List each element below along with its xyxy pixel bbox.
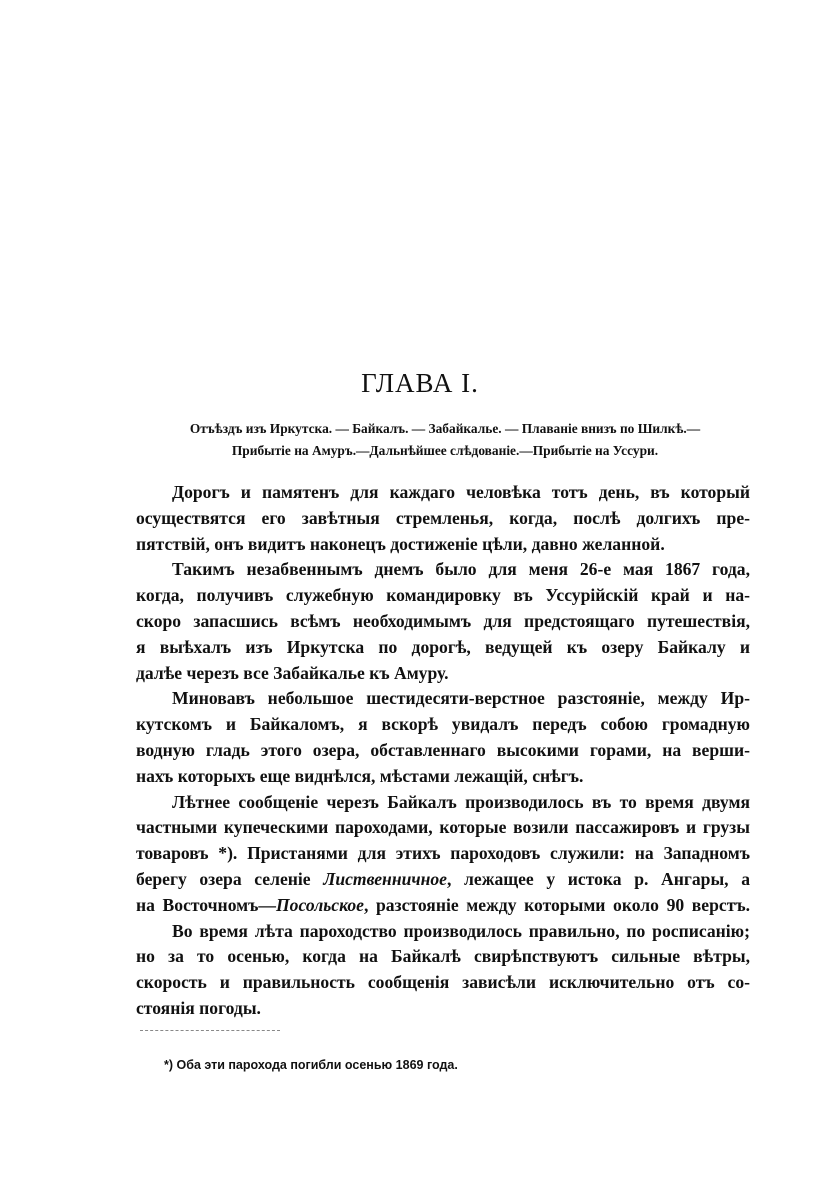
text-line: скоро запасшись всѣмъ необходимымъ для предстоящаго путешествія,: [136, 610, 750, 631]
place-name-emphasis: Посольское: [276, 894, 364, 915]
text-line: осуществятся его завѣтныя стремленья, когда, послѣ долгихъ пре-: [136, 507, 750, 528]
text-segment: , разстояніе между которыми около 90 верстъ.: [363, 894, 750, 915]
place-name-emphasis: Лиственничное: [323, 868, 447, 889]
text-line: скорость и правильность сообщенія зависѣли исключительно отъ со-: [136, 972, 750, 993]
paragraph-1: [136, 480, 750, 557]
text-line: нахъ которыхъ еще виднѣлся, мѣстами лежащій, снѣгъ.: [136, 765, 584, 786]
text-line: Дорогъ и памятенъ для каждаго человѣка тотъ день, въ который: [172, 482, 750, 502]
text-line: Лѣтнее сообщеніе черезъ Байкалъ производилось въ то время двумя: [172, 791, 750, 812]
text-line: Во время лѣта пароходство производилось правильно, по росписанію;: [172, 920, 750, 941]
text-segment: берегу озера селеніе: [136, 868, 324, 889]
text-line: но за то осенью, когда на Байкалѣ свирѣпствуютъ сильные вѣтры,: [136, 946, 750, 967]
paragraph-4: [136, 790, 750, 919]
text-line: я выѣхалъ изъ Иркутска по дорогѣ, ведущей къ озеру Байкалу и: [136, 636, 750, 657]
text-line-with-emphasis: [136, 867, 750, 893]
paragraph-5: [136, 919, 750, 1022]
text-line: стоянія погоды.: [136, 997, 261, 1018]
text-line: пятствій, онъ видитъ наконецъ достиженіе цѣли, давно желанной.: [136, 533, 665, 554]
chapter-title: ГЛАВА I.: [361, 368, 479, 398]
text-line: когда, получивъ служебную командировку въ Уссурійскій край и на-: [136, 585, 750, 606]
text-line: Миновавъ небольшое шестидесяти-верстное разстояніе, между Ир-: [172, 688, 750, 709]
summary-line: Отъѣздъ изъ Иркутска. — Байкалъ. — Забайкалье. — Плаваніе внизъ по Шилкѣ.—: [189, 421, 701, 436]
footnote: *) Оба эти парохода погибли осенью 1869 года.: [164, 1058, 458, 1072]
text-line: Такимъ незабвеннымъ днемъ было для меня 26-е мая 1867 года,: [172, 559, 750, 580]
text-line: далѣе черезъ все Забайкалье къ Амуру.: [136, 662, 449, 683]
text-segment: на Восточномъ—: [136, 894, 276, 915]
footnote-separator: [140, 1030, 280, 1031]
text-line: кутскомъ и Байкаломъ, я вскорѣ увидалъ передъ собою громадную: [136, 714, 750, 735]
text-segment: , лежащее у истока р. Ангары, а: [446, 868, 750, 889]
text-line-with-emphasis: [136, 893, 750, 919]
paragraph-3: [136, 686, 750, 789]
paragraph-2: [136, 557, 750, 686]
body-text: [136, 480, 750, 1022]
chapter-summary: [135, 418, 755, 462]
summary-line: Прибытіе на Амуръ.—Дальнѣйшее слѣдованіе.—Прибытіе на Уссури.: [231, 443, 659, 458]
text-line: водную гладь этого озера, обставленнаго высокими горами, на верши-: [136, 739, 750, 760]
text-line: товаровъ *). Пристанями для этихъ пароходовъ служили: на Западномъ: [136, 843, 750, 864]
text-line: частными купеческими пароходами, которые возили пассажировъ и грузы: [136, 817, 750, 838]
